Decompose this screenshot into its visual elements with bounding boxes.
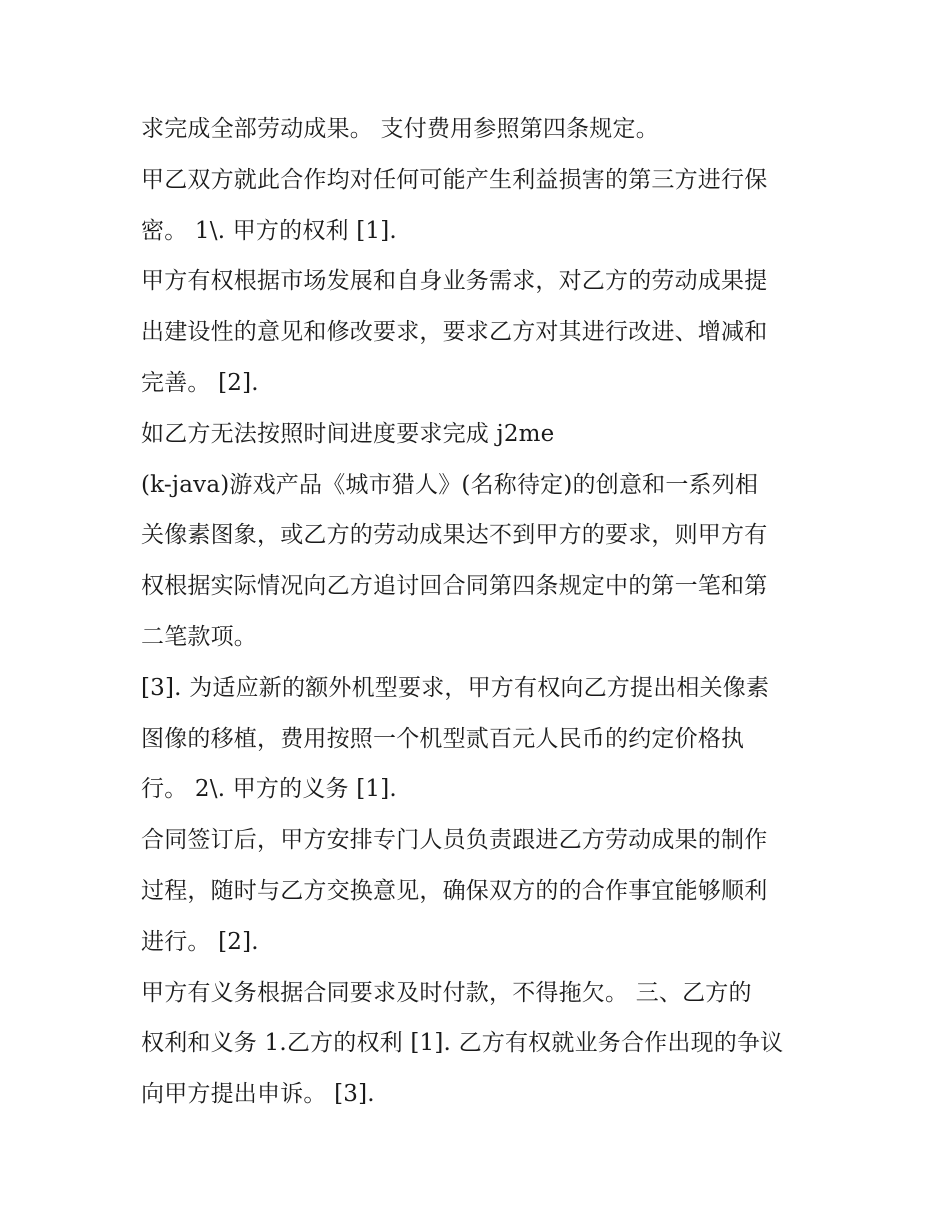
- text-line: 行。 2\. 甲方的义务 [1].: [141, 776, 397, 803]
- text-line: 如乙方无法按照时间进度要求完成 j2me: [141, 420, 555, 447]
- text-line: 关像素图象，或乙方的劳动成果达不到甲方的要求，则甲方有: [141, 522, 768, 549]
- text-line: 求完成全部劳动成果。 支付费用参照第四条规定。: [141, 116, 659, 142]
- document-page: [141, 104, 821, 1120]
- text-line: 完善。 [2].: [141, 369, 259, 396]
- text-line: 合同签订后，甲方安排专门人员负责跟进乙方劳动成果的制作: [141, 827, 768, 854]
- text-line: 甲乙双方就此合作均对任何可能产生利益损害的第三方进行保: [141, 166, 768, 193]
- text-line: 密。 1\. 甲方的权利 [1].: [141, 217, 397, 244]
- text-line: 权利和义务 1.乙方的权利 [1]. 乙方有权就业务合作出现的争议: [141, 1030, 784, 1057]
- text-line: 权根据实际情况向乙方追讨回合同第四条规定中的第一笔和第: [141, 573, 768, 600]
- text-line: 二笔款项。: [141, 623, 257, 650]
- text-line: [3]. 为适应新的额外机型要求，甲方有权向乙方提出相关像素: [141, 674, 770, 701]
- text-line: 甲方有义务根据合同要求及时付款，不得拖欠。 三、乙方的: [141, 979, 752, 1006]
- text-line: 进行。 [2].: [141, 928, 259, 955]
- text-line: 向甲方提出申诉。 [3].: [141, 1081, 375, 1108]
- text-line: 过程，随时与乙方交换意见，确保双方的的合作事宜能够顺利: [141, 877, 768, 904]
- text-line: (k-java)游戏产品《城市猎人》(名称待定)的创意和一系列相: [141, 471, 759, 498]
- text-line: 甲方有权根据市场发展和自身业务需求，对乙方的劳动成果提: [141, 268, 768, 295]
- text-line: 出建设性的意见和修改要求，要求乙方对其进行改进、增减和: [141, 319, 768, 346]
- text-line: 图像的移植，费用按照一个机型贰百元人民币的约定价格执: [141, 725, 745, 752]
